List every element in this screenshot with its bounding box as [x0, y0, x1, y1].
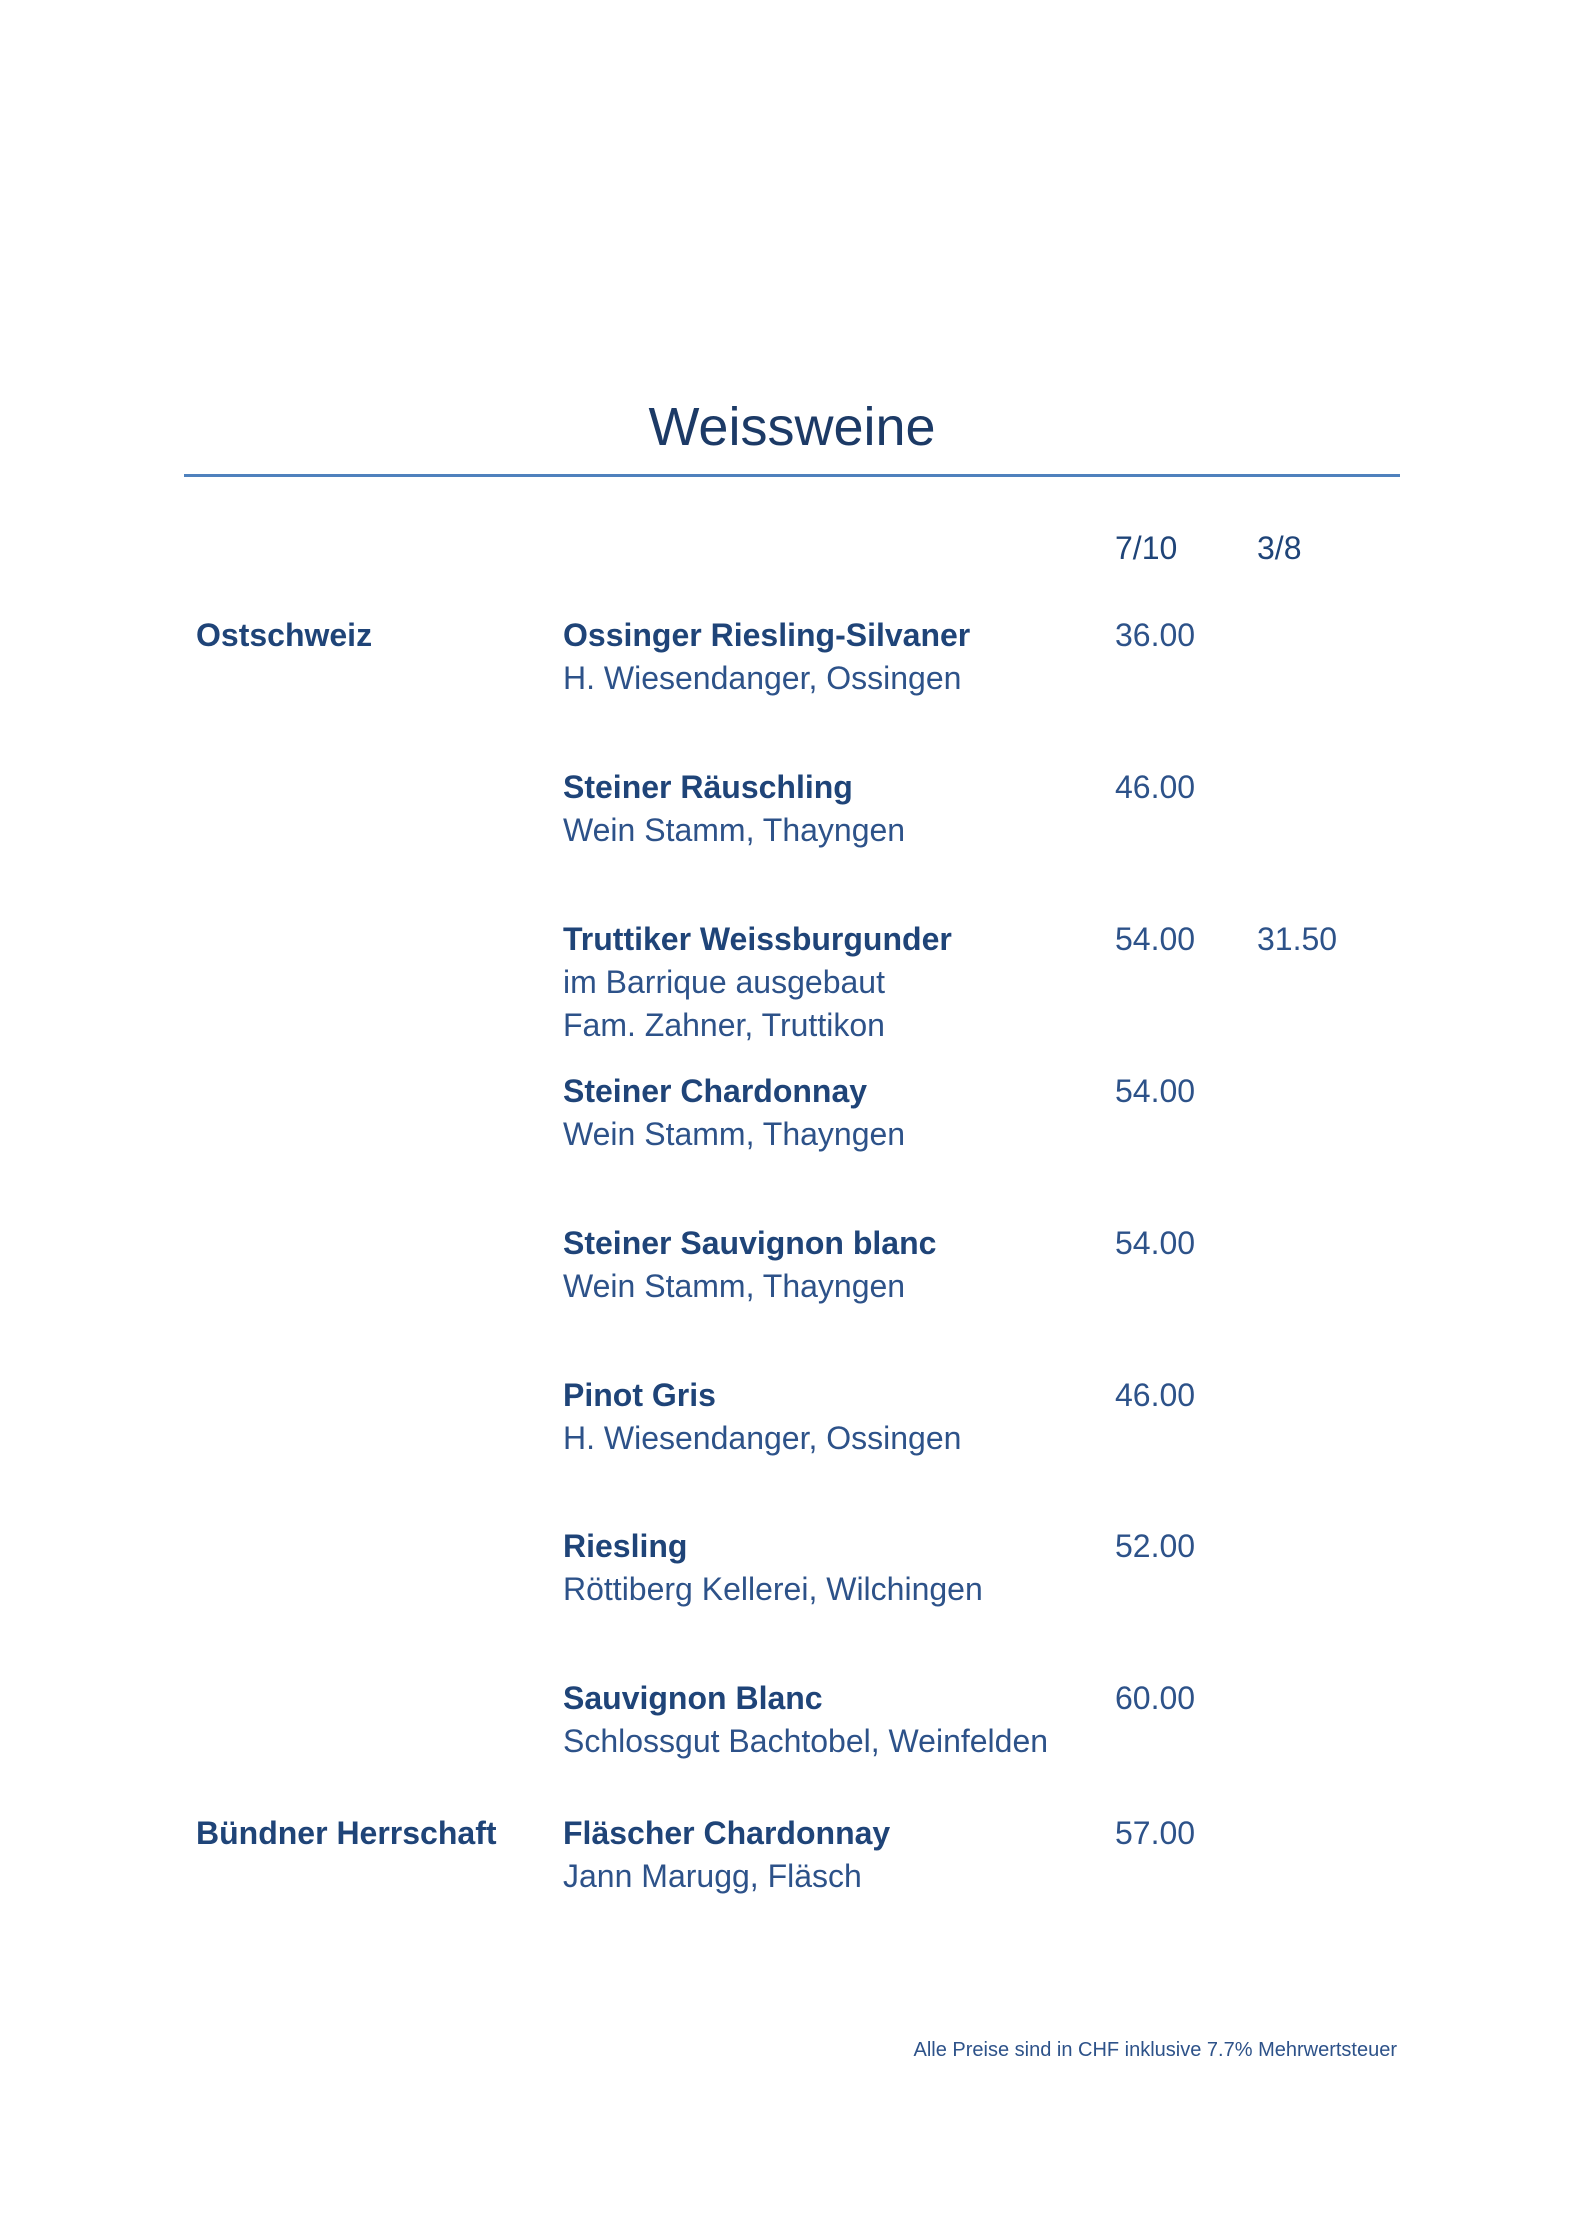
wine-details [563, 1222, 936, 1308]
price-7-10: 36.00 [1115, 617, 1196, 653]
price-7-10: 57.00 [1115, 1815, 1196, 1851]
wine-details [563, 1070, 905, 1156]
wine-producer: Fam. Zahner, Truttikon [563, 1007, 885, 1043]
region-label: Ostschweiz [196, 617, 373, 653]
price-7-10: 60.00 [1115, 1680, 1196, 1716]
price-7-10: 54.00 [1115, 1225, 1196, 1261]
wine-details [563, 918, 952, 1047]
wine-details [563, 614, 970, 700]
wine-name: Steiner Chardonnay [563, 1073, 868, 1109]
wine-name: Riesling [563, 1528, 688, 1564]
wine-name: Steiner Räuschling [563, 769, 853, 805]
wine-name: Ossinger Riesling-Silvaner [563, 617, 971, 653]
price-3-8: 31.50 [1257, 921, 1338, 957]
wine-name: Pinot Gris [563, 1377, 716, 1413]
price-7-10: 54.00 [1115, 921, 1196, 957]
wine-producer: Wein Stamm, Thayngen [563, 1116, 906, 1152]
price-7-10: 54.00 [1115, 1073, 1196, 1109]
wine-name: Sauvignon Blanc [563, 1680, 823, 1716]
wine-producer: Wein Stamm, Thayngen [563, 1268, 906, 1304]
wine-details [563, 1677, 1048, 1763]
wine-producer: Wein Stamm, Thayngen [563, 812, 906, 848]
price-7-10: 46.00 [1115, 769, 1196, 805]
page-title: Weissweine [648, 397, 936, 457]
wine-name: Steiner Sauvignon blanc [563, 1225, 937, 1261]
wine-producer: Röttiberg Kellerei, Wilchingen [563, 1571, 983, 1607]
wine-details [563, 1525, 983, 1611]
wine-name: Fläscher Chardonnay [563, 1815, 891, 1851]
wine-details [563, 1812, 890, 1898]
title-divider [184, 474, 1400, 477]
price-note: Alle Preise sind in CHF inklusive 7.7% Mehrwertsteuer [913, 2039, 1397, 2061]
wine-details [563, 766, 905, 852]
wine-producer: H. Wiesendanger, Ossingen [563, 660, 962, 696]
wine-producer: Schlossgut Bachtobel, Weinfelden [563, 1723, 1049, 1759]
column-header-7-10: 7/10 [1115, 530, 1178, 566]
price-7-10: 46.00 [1115, 1377, 1196, 1413]
wine-producer: im Barrique ausgebaut [563, 964, 885, 1000]
price-7-10: 52.00 [1115, 1528, 1196, 1564]
wine-name: Truttiker Weissburgunder [563, 921, 952, 957]
column-header-3-8: 3/8 [1257, 530, 1302, 566]
region-label: Bündner Herrschaft [196, 1815, 497, 1851]
wine-producer: H. Wiesendanger, Ossingen [563, 1420, 962, 1456]
wine-producer: Jann Marugg, Fläsch [563, 1858, 862, 1894]
wine-details [563, 1374, 961, 1460]
